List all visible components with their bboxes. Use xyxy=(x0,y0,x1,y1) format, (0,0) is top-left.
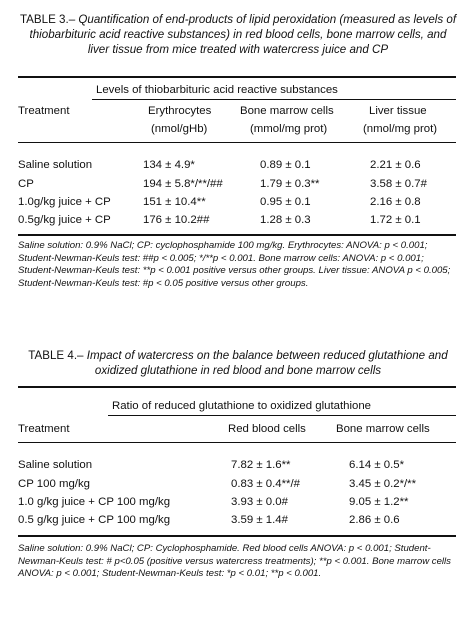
table3-row-bone-marrow: 0.89 ± 0.1 xyxy=(260,159,311,171)
table3-row-bone-marrow: 0.95 ± 0.1 xyxy=(260,196,311,208)
table3-col-bone-marrow: Bone marrow cells xyxy=(240,105,334,117)
table3-col-liver: Liver tissue xyxy=(369,105,427,117)
table3-row-treatment: 0.5g/kg juice + CP xyxy=(18,214,111,226)
table4-footnote: Saline solution: 0.9% NaCl; CP: Cyclophosphamide. Red blood cells ANOVA: p < 0.001; Student-Newman-Keuls test: # p<0.05 (positive versus watercress treatments); **p < 0.001. Bone marrow cells ANOVA: p < 0.001; Student-Newman-Keuls test: *p < 0.01; **p < 0.001. xyxy=(18,543,451,580)
table4-bottom-rule xyxy=(18,535,456,537)
table3-bottom-rule xyxy=(18,234,456,236)
table4-row-bone-marrow: 2.86 ± 0.6 xyxy=(349,514,400,526)
table3-span-rule xyxy=(92,99,456,100)
table3-caption xyxy=(18,12,458,57)
table4-row-treatment: CP 100 mg/kg xyxy=(18,478,90,490)
table4-row-treatment: 1.0 g/kg juice + CP 100 mg/kg xyxy=(18,496,171,508)
table3-top-rule xyxy=(18,76,456,78)
table3-row-liver: 3.58 ± 0.7# xyxy=(370,178,427,190)
table4-row-treatment: Saline solution xyxy=(18,459,93,471)
table3-col-bone-marrow-unit: (mmol/mg prot) xyxy=(250,123,328,135)
table3-row-erythrocytes: 194 ± 5.8*/**/## xyxy=(143,178,223,190)
table4-row-treatment: 0.5 g/kg juice + CP 100 mg/kg xyxy=(18,514,171,526)
table3-col-treatment: Treatment xyxy=(18,105,70,117)
table3-span-header: Levels of thiobarbituric acid reactive substances xyxy=(96,84,338,96)
table3-label: TABLE 3.– xyxy=(19,13,76,26)
table4-row-bone-marrow: 3.45 ± 0.2*/** xyxy=(349,478,417,490)
table3-col-erythrocytes-unit: (nmol/gHb) xyxy=(151,123,208,135)
table4-row-red-blood: 3.59 ± 1.4# xyxy=(231,514,288,526)
table4-col-treatment: Treatment xyxy=(18,423,70,435)
table3-row-treatment: Saline solution xyxy=(18,159,93,171)
table4-span-rule xyxy=(108,415,456,416)
table4-top-rule xyxy=(18,386,456,388)
table3-row-bone-marrow: 1.28 ± 0.3 xyxy=(260,214,311,226)
table3-col-erythrocytes: Erythrocytes xyxy=(148,105,212,117)
table3-row-liver: 2.21 ± 0.6 xyxy=(370,159,421,171)
table4-col-bone-marrow: Bone marrow cells xyxy=(336,423,430,435)
table4-row-bone-marrow: 6.14 ± 0.5* xyxy=(349,459,405,471)
table4-row-red-blood: 0.83 ± 0.4**/# xyxy=(231,478,300,490)
table4-row-red-blood: 7.82 ± 1.6** xyxy=(231,459,291,471)
table3-row-liver: 1.72 ± 0.1 xyxy=(370,214,421,226)
table4-span-header: Ratio of reduced glutathione to oxidized glutathione xyxy=(112,400,372,412)
table3-row-bone-marrow: 1.79 ± 0.3** xyxy=(260,178,320,190)
table4-caption xyxy=(18,348,458,378)
table4-col-red-blood: Red blood cells xyxy=(228,423,306,435)
table4-row-red-blood: 3.93 ± 0.0# xyxy=(231,496,288,508)
table3-row-erythrocytes: 134 ± 4.9* xyxy=(143,159,195,171)
table3-row-erythrocytes: 151 ± 10.4** xyxy=(143,196,206,208)
table4-header-rule xyxy=(18,442,456,443)
table3-header-rule xyxy=(18,142,456,143)
table3-footnote: Saline solution: 0.9% NaCl; CP: cyclophosphamide 100 mg/kg. Erythrocytes: ANOVA: p < 0.001; Student-Newman-Keuls test: ##p < 0.005; */**p < 0.001. Bone marrow cells: ANOVA: p < 0.001; Student-Newman-Keuls test: **p < 0.001 positive versus other groups. Liver tissue: ANOVA p < 0.005; Student-Newman-Keuls test: #p < 0.05 positive versus other groups. xyxy=(18,240,451,289)
table4-row-bone-marrow: 9.05 ± 1.2** xyxy=(349,496,409,508)
table3-title: Quantification of end-products of lipid peroxidation (measured as levels of thiobarbituric acid reactive substances) in red blood cells, bone marrow cells, and liver tissue from mice treated with watercress juice and CP xyxy=(29,13,457,56)
table4-title: Impact of watercress on the balance between reduced glutathione and oxidized glutathione in red blood and bone marrow cells xyxy=(86,349,448,377)
table3-col-liver-unit: (nmol/mg prot) xyxy=(363,123,438,135)
table3-row-treatment: CP xyxy=(18,178,34,190)
table3-row-liver: 2.16 ± 0.8 xyxy=(370,196,421,208)
table3-row-erythrocytes: 176 ± 10.2## xyxy=(143,214,210,226)
table3-row-treatment: 1.0g/kg juice + CP xyxy=(18,196,111,208)
table4-label: TABLE 4.– xyxy=(28,349,84,362)
